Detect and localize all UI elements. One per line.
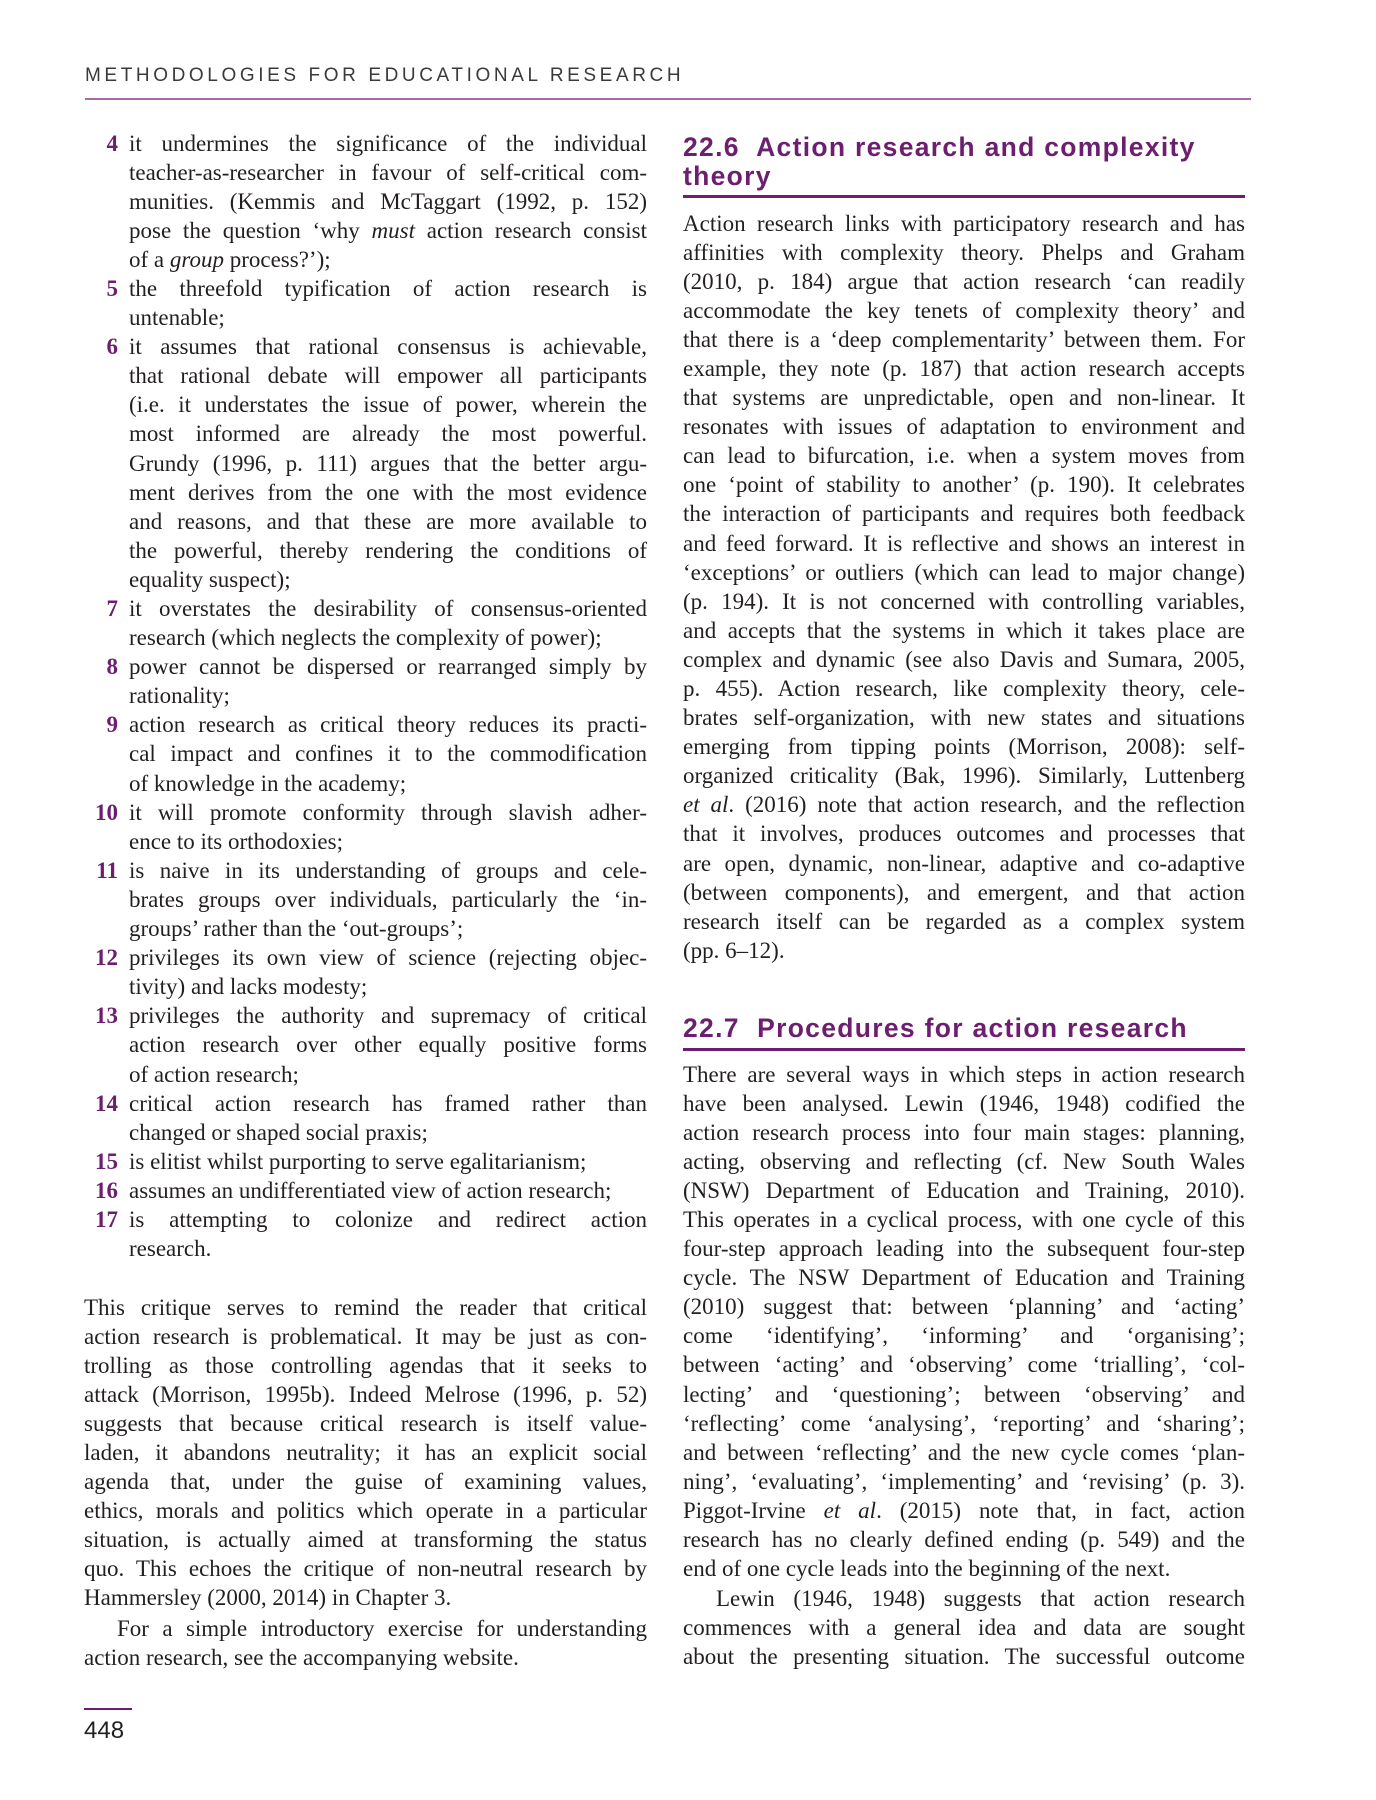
text-line: research (which neglects the complexity of power); [129, 625, 602, 651]
text-line: that it involves, produces outcomes and processes that [683, 821, 1245, 847]
text-line: equality suspect); [129, 566, 291, 592]
list-item-number: 11 [96, 857, 118, 883]
text-line: and feed forward. It is reflective and shows an interest in [683, 530, 1245, 556]
text-line: teacher-as-researcher in favour of self-critical com- [129, 159, 647, 185]
text-line: can lead to bifurcation, i.e. when a system moves from [683, 443, 1245, 469]
text-line: it will promote conformity through slavish adher- [129, 799, 647, 825]
footer-divider [84, 1708, 132, 1710]
text-line: tivity) and lacks modesty; [129, 974, 368, 1000]
text-line: it undermines the significance of the individual [129, 130, 647, 156]
text-line: that there is a ‘deep complementarity’ between them. For [683, 326, 1245, 352]
text-line: For a simple introductory exercise for understanding [117, 1615, 647, 1641]
list-item [84, 594, 647, 652]
text-line: the threefold typification of action research is [129, 275, 647, 301]
text-line: research has no clearly defined ending (p. 549) and the [683, 1527, 1245, 1552]
exercise-paragraph [84, 1614, 647, 1672]
text-line: ‘exceptions’ or outliers (which can lead to major change) [683, 559, 1245, 585]
text-line: most informed are already the most powerful. [129, 421, 647, 447]
text-line: (NSW) Department of Education and Training, 2010). [683, 1177, 1245, 1203]
text-line: suggests that because critical research is itself value- [84, 1410, 647, 1436]
critique-list [84, 129, 647, 1264]
text-line: critical action research has framed rather than [129, 1090, 647, 1116]
text-line: are open, dynamic, non-linear, adaptive and co-adaptive [683, 850, 1245, 876]
text-line: trolling as those controlling agendas that it seeks to [84, 1352, 647, 1378]
text-segment: . (2016) note that action research, and the reflection [728, 792, 1245, 818]
list-item-number: 12 [95, 945, 118, 971]
text-line: This critique serves to remind the reader that critical [84, 1294, 647, 1320]
list-item [84, 1001, 647, 1088]
text-line: Lewin (1946, 1948) suggests that action research [716, 1585, 1245, 1611]
text-line: it assumes that rational consensus is achievable, [129, 334, 647, 360]
text-line: There are several ways in which steps in action research [683, 1061, 1245, 1087]
text-line: action research is problematical. It may be just as con- [84, 1323, 647, 1349]
text-line: cal impact and confines it to the commodification [129, 741, 647, 767]
italic-text: group [169, 246, 224, 272]
text-line [129, 245, 647, 274]
text-line: of knowledge in the academy; [129, 770, 407, 796]
text-line: quo. This echoes the critique of non-neutral research by [84, 1556, 647, 1582]
text-line: (2010) suggest that: between ‘planning’ and ‘acting’ [683, 1294, 1245, 1320]
list-item [84, 1176, 647, 1205]
section-heading-rule [683, 195, 1245, 198]
text-line: action research process into four main stages: planning, [683, 1119, 1245, 1145]
heading-line: 22.7 Procedures for action research [683, 1012, 1188, 1043]
list-item [84, 710, 647, 797]
list-item-number: 17 [95, 1206, 118, 1232]
text-segment: action research consist [415, 217, 647, 243]
list-item-number: 5 [106, 275, 118, 301]
text-line: (between components), and emergent, and that action [683, 879, 1245, 905]
text-line: research itself can be regarded as a complex system [683, 908, 1245, 934]
text-line: (i.e. it understates the issue of power, wherein the [129, 392, 647, 418]
section-heading-rule [683, 1048, 1245, 1051]
text-segment: Piggot-Irvine [683, 1497, 824, 1523]
text-line: is naive in its understanding of groups and cele- [129, 857, 647, 883]
section-22-7-paragraph [683, 1060, 1245, 1584]
section-heading-22-7 [683, 1014, 1245, 1043]
text-line: Action research links with participatory research and has [683, 210, 1245, 236]
list-item-number: 13 [95, 1003, 118, 1029]
text-line: that systems are unpredictable, open and non-linear. It [683, 385, 1245, 411]
text-line: assumes an undifferentiated view of action research; [129, 1177, 612, 1203]
text-line: laden, it abandons neutrality; it has an explicit social [84, 1439, 647, 1465]
list-item [84, 1205, 647, 1263]
text-line: privileges the authority and supremacy of critical [129, 1003, 647, 1029]
text-line: (2010, p. 184) argue that action research ‘can readily [683, 268, 1245, 294]
text-line: agenda that, under the guise of examining values, [84, 1469, 647, 1495]
running-head: METHODOLOGIES FOR EDUCATIONAL RESEARCH [85, 65, 685, 86]
list-item [84, 856, 647, 943]
text-line: is attempting to colonize and redirect action [129, 1206, 647, 1232]
text-line: four-step approach leading into the subsequent four-step [683, 1236, 1245, 1262]
text-line: complex and dynamic (see also Davis and Sumara, 2005, [683, 646, 1245, 672]
list-item [84, 1089, 647, 1147]
text-line: emerging from tipping points (Morrison, 2008): self- [683, 734, 1245, 760]
text-line: attack (Morrison, 1995b). Indeed Melrose (1996, p. 52) [84, 1381, 647, 1407]
text-line: ment derives from the one with the most evidence [129, 479, 647, 505]
text-line: (p. 194). It is not concerned with controlling variables, [683, 588, 1245, 614]
text-line: groups’ rather than the ‘out-groups’; [129, 916, 464, 942]
italic-text: must [371, 217, 415, 243]
text-segment: of a [129, 246, 170, 272]
text-line: changed or shaped social praxis; [129, 1119, 428, 1145]
text-line: acting, observing and reflecting (cf. New South Wales [683, 1148, 1245, 1174]
list-item [84, 274, 647, 332]
text-line: lecting’ and ‘questioning’; between ‘observing’ and [683, 1381, 1245, 1407]
text-line: research. [129, 1236, 212, 1262]
list-item [84, 943, 647, 1001]
text-line: power cannot be dispersed or rearranged simply by [129, 654, 647, 680]
text-line: example, they note (p. 187) that action research accepts [683, 355, 1245, 381]
text-line [129, 216, 647, 245]
text-line: Grundy (1996, p. 111) argues that the better argu- [129, 450, 647, 476]
text-line: situation, is actually aimed at transforming the status [84, 1527, 647, 1553]
list-item-number: 7 [106, 596, 118, 621]
list-item-number: 15 [95, 1148, 118, 1174]
text-line: action research as critical theory reduces its practi- [129, 712, 647, 738]
section-22-7-paragraph-2 [683, 1584, 1245, 1671]
section-22-6-paragraph [683, 209, 1245, 965]
list-item [84, 129, 647, 274]
text-line: p. 455). Action research, like complexity theory, cele- [683, 676, 1245, 701]
text-line: that rational debate will empower all participants [129, 363, 647, 389]
list-item-number: 16 [95, 1177, 118, 1203]
header-divider [85, 98, 1251, 100]
text-line: rationality; [129, 683, 230, 709]
text-line: commences with a general idea and data are sought [683, 1614, 1245, 1640]
italic-text: et al [683, 792, 729, 818]
text-line: Hammersley (2000, 2014) in Chapter 3. [84, 1585, 452, 1611]
text-line: ethics, morals and politics which operate in a particular [84, 1498, 647, 1524]
list-item [84, 652, 647, 710]
text-line: about the presenting situation. The successful outcome [683, 1643, 1245, 1669]
italic-text: et al [823, 1497, 877, 1523]
text-line [683, 790, 1245, 819]
text-line: and accepts that the systems in which it takes place are [683, 617, 1245, 643]
heading-line: 22.6 Action research and complexity [683, 131, 1196, 162]
text-line: ence to its orthodoxies; [129, 828, 343, 854]
list-item [84, 1147, 647, 1176]
text-line: accommodate the key tenets of complexity theory’ and [683, 297, 1245, 323]
text-line: brates self-organization, with new states and situations [683, 705, 1245, 731]
heading-line: theory [683, 160, 772, 191]
text-line: ‘reflecting’ come ‘analysing’, ‘reporting’ and ‘sharing’; [683, 1410, 1245, 1436]
text-line [683, 1496, 1245, 1525]
list-item-number: 4 [106, 130, 118, 156]
text-segment: process?’); [223, 246, 331, 272]
text-line: action research over other equally positive forms [129, 1032, 647, 1058]
text-line: untenable; [129, 305, 225, 331]
text-line: privileges its own view of science (rejecting objec- [129, 945, 647, 971]
list-item [84, 798, 647, 856]
list-item-number: 9 [106, 712, 118, 738]
critique-paragraph [84, 1293, 647, 1613]
text-line: of action research; [129, 1061, 299, 1087]
text-line: (pp. 6–12). [683, 937, 785, 963]
text-line: it overstates the desirability of consensus-oriented [129, 596, 647, 621]
text-line: and reasons, and that these are more available to [129, 508, 647, 534]
list-item-number: 6 [106, 334, 118, 360]
text-line: is elitist whilst purporting to serve egalitarianism; [129, 1148, 587, 1174]
text-line: resonates with issues of adaptation to environment and [683, 414, 1245, 440]
text-line: affinities with complexity theory. Phelps and Graham [683, 239, 1245, 265]
text-line: end of one cycle leads into the beginning of the next. [683, 1556, 1171, 1582]
list-item [84, 332, 647, 594]
text-segment: pose the question ‘why [129, 217, 372, 243]
text-line: between ‘acting’ and ‘observing’ come ‘trialling’, ‘col- [683, 1352, 1245, 1378]
text-line: have been analysed. Lewin (1946, 1948) codified the [683, 1090, 1245, 1116]
text-line: one ‘point of stability to another’ (p. 190). It celebrates [683, 472, 1245, 498]
text-line: cycle. The NSW Department of Education and Training [683, 1265, 1245, 1291]
list-item-number: 10 [95, 799, 118, 825]
text-line: action research, see the accompanying website. [84, 1644, 519, 1670]
list-item-number: 14 [95, 1090, 118, 1116]
text-line: This operates in a cyclical process, with one cycle of this [683, 1206, 1245, 1232]
text-line: the powerful, thereby rendering the conditions of [129, 537, 647, 563]
text-line: munities. (Kemmis and McTaggart (1992, p. 152) [129, 188, 647, 214]
text-line: organized criticality (Bak, 1996). Similarly, Luttenberg [683, 763, 1245, 789]
text-line: and between ‘reflecting’ and the new cycle comes ‘plan- [683, 1439, 1245, 1465]
list-item-number: 8 [106, 654, 118, 680]
page-number: 448 [84, 1717, 125, 1744]
text-line: come ‘identifying’, ‘informing’ and ‘organising’; [683, 1323, 1245, 1349]
text-line: brates groups over individuals, particularly the ‘in- [129, 886, 647, 912]
section-heading-22-6 [683, 133, 1245, 191]
text-segment: . (2015) note that, in fact, action [876, 1497, 1245, 1523]
text-line: ning’, ‘evaluating’, ‘implementing’ and ‘revising’ (p. 3). [683, 1468, 1245, 1494]
text-line: the interaction of participants and requires both feedback [683, 501, 1245, 527]
